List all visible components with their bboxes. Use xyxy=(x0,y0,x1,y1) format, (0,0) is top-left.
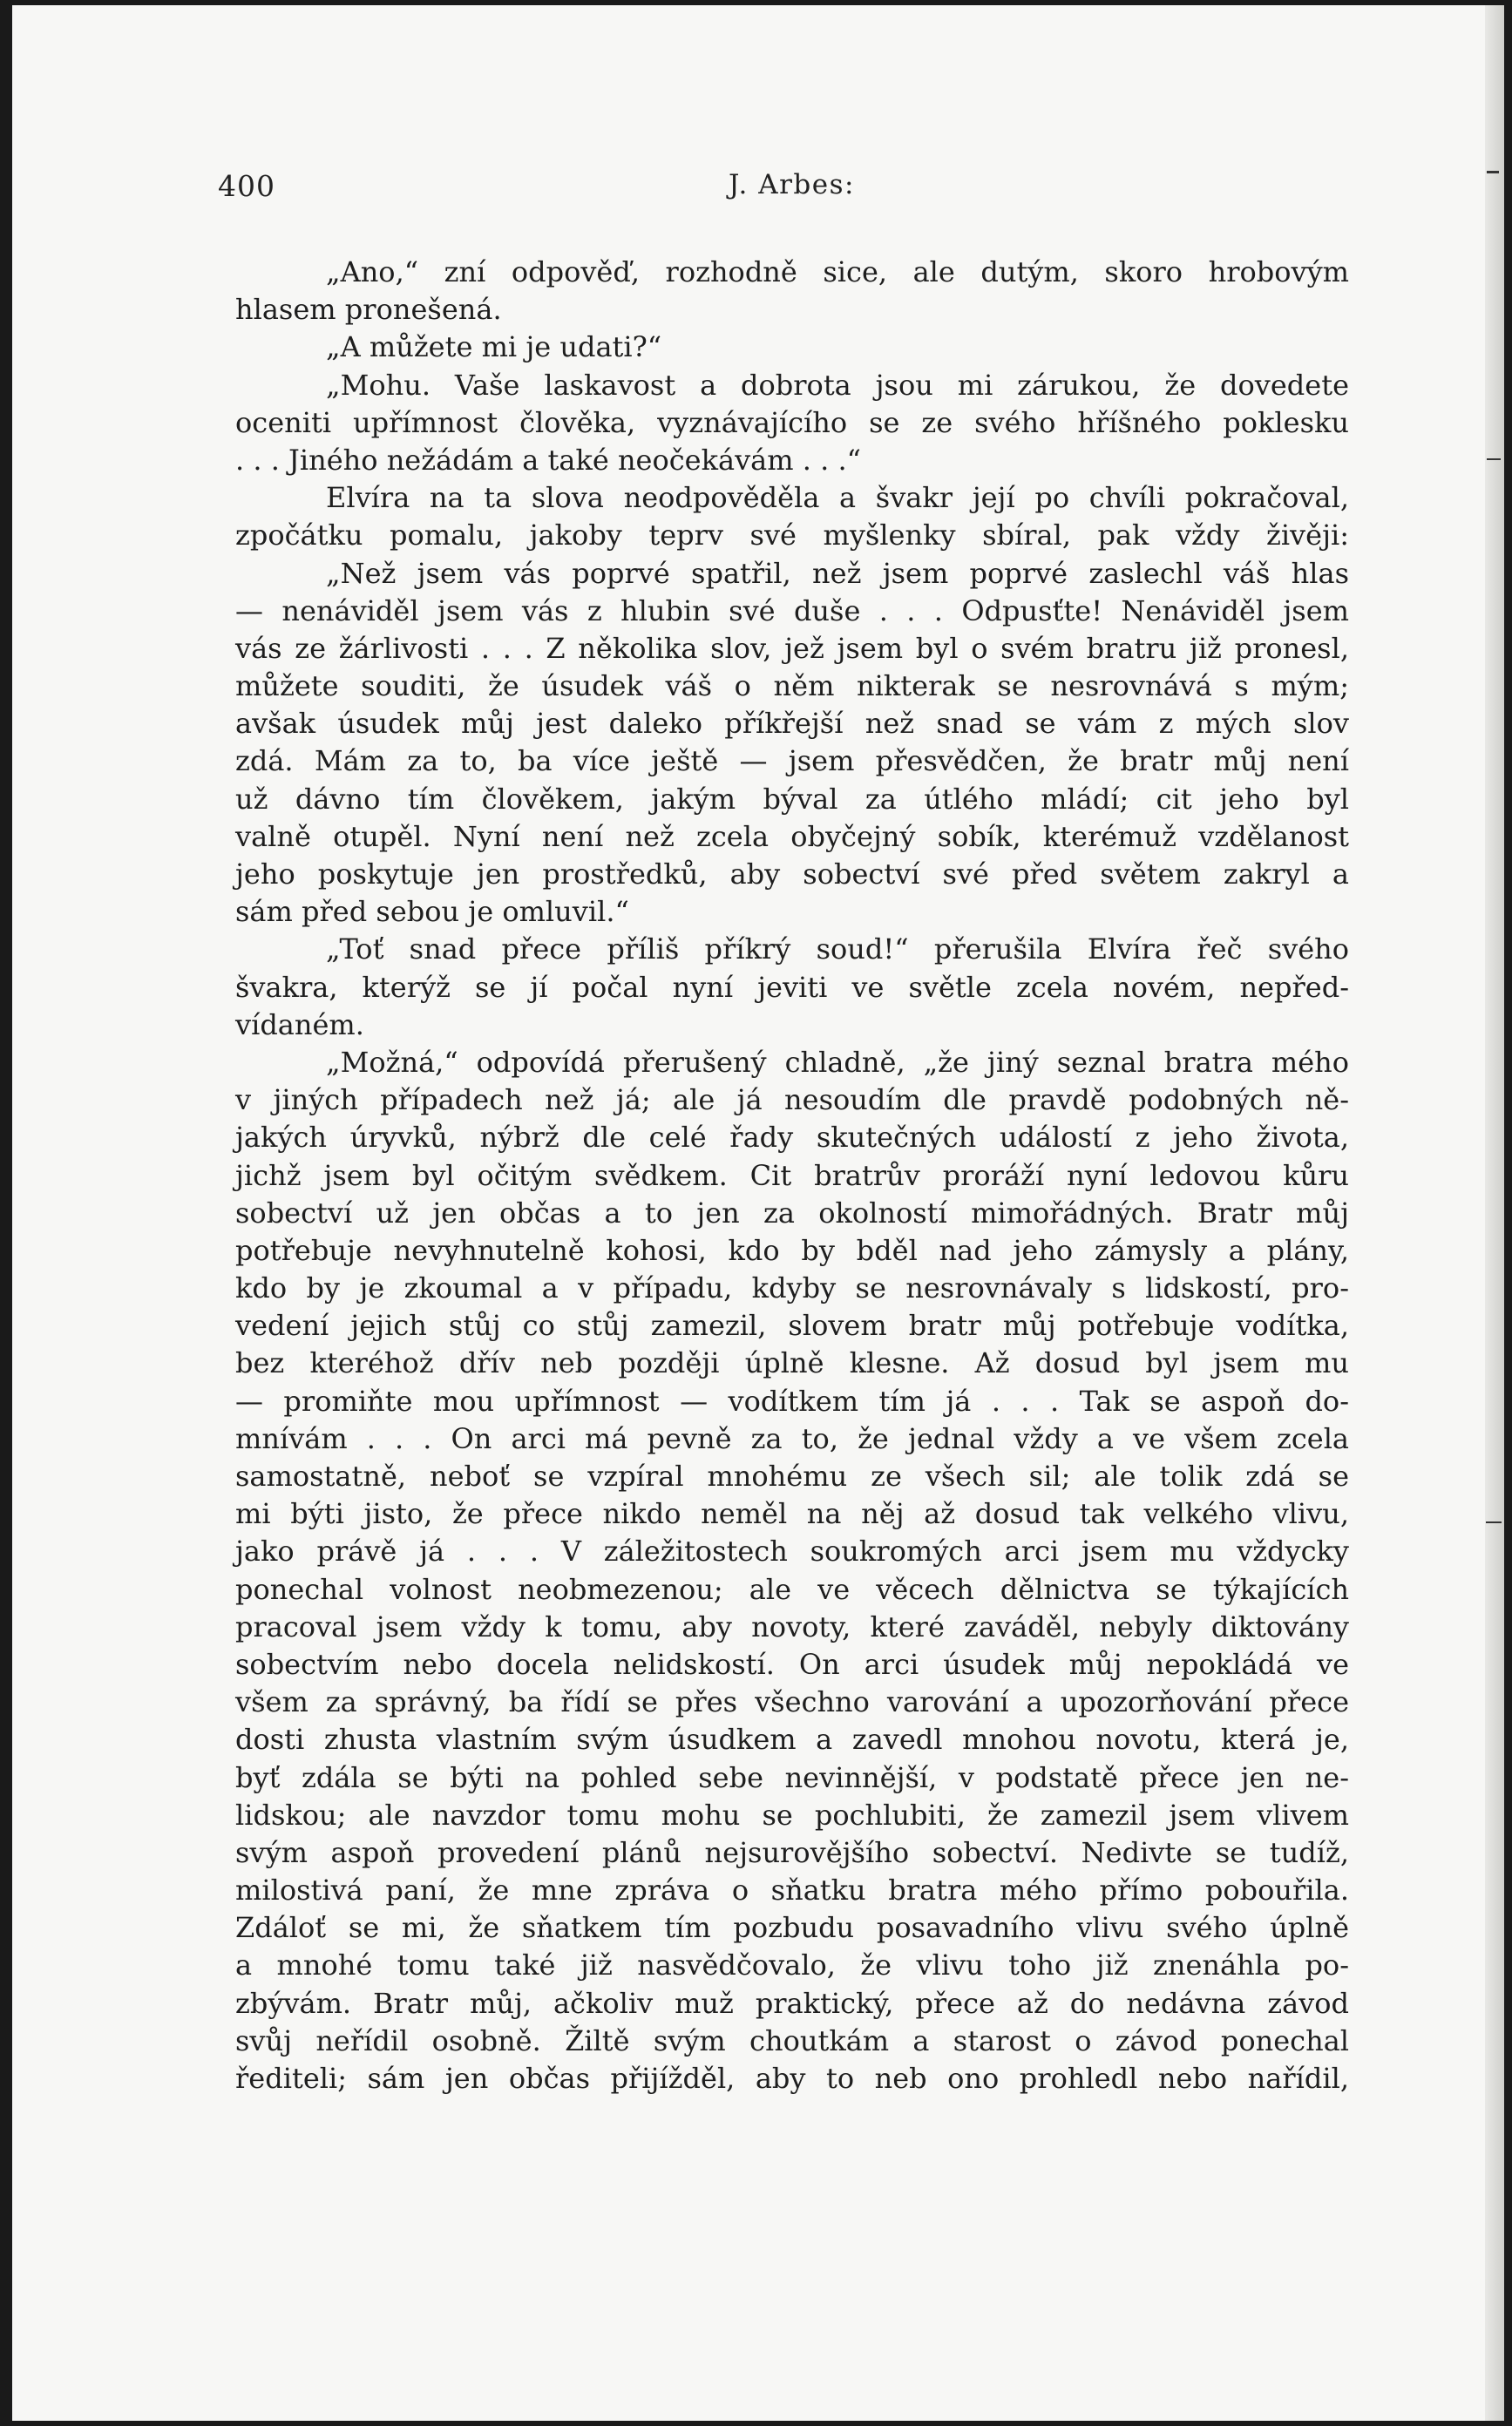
text-line: řediteli; sám jen občas přijížděl, aby to neb ono prohledl nebo nařídil, xyxy=(235,2062,1349,2095)
edge-mark xyxy=(1487,458,1501,460)
text-line: a mnohé tomu také již nasvědčovalo, že vlivu toho již znenáhla po- xyxy=(235,1948,1349,1982)
edge-mark xyxy=(1487,171,1499,173)
text-line: — promiňte mou upřímnost — vodítkem tím já . . . Tak se aspoň do- xyxy=(235,1384,1349,1418)
text-line: mnívám . . . On arci má pevně za to, že jednal vždy a ve všem zcela xyxy=(235,1421,1349,1455)
text-line: mi býti jisto, že přece nikdo neměl na něj až dosud tak velkého vlivu, xyxy=(235,1497,1349,1531)
text-line: sobectvím nebo docela nelidskostí. On arci úsudek můj nepokládá ve xyxy=(235,1647,1349,1681)
running-head xyxy=(218,169,1351,213)
text-line: — nenáviděl jsem vás z hlubin své duše . . . Odpusťte! Nenáviděl jsem xyxy=(235,593,1349,627)
text-line: hlasem pronešená. xyxy=(235,293,502,327)
text-line: Elvíra na ta slova neodpověděla a švakr její po chvíli pokračoval, xyxy=(326,481,1349,515)
running-title: J. Arbes: xyxy=(729,169,855,200)
text-line: „A můžete mi je udati?“ xyxy=(326,330,662,364)
book-page xyxy=(12,5,1504,2421)
text-line: už dávno tím člověkem, jakým býval za útlého mládí; cit jeho byl xyxy=(235,782,1349,816)
text-line: zbývám. Bratr můj, ačkoliv muž praktický, přece až do nedávna závod xyxy=(235,1986,1349,2020)
text-line: vás ze žárlivosti . . . Z několika slov, jež jsem byl o svém bratru již pronesl, xyxy=(235,631,1349,665)
page-number: 400 xyxy=(218,169,275,203)
text-line: jakých úryvků, nýbrž dle celé řady skutečných událostí z jeho života, xyxy=(235,1121,1349,1155)
text-line: sám před sebou je omluvil.“ xyxy=(235,895,629,929)
text-line: vedení jejich stůj co stůj zamezil, slovem bratr můj potřebuje vodítka, xyxy=(235,1309,1349,1343)
text-line: jako právě já . . . V záležitostech soukromých arci jsem mu vždycky xyxy=(235,1535,1349,1569)
page-edge xyxy=(1485,5,1504,2421)
text-line: „Než jsem vás poprvé spatřil, než jsem poprvé zaslechl váš hlas xyxy=(326,556,1349,590)
text-line: dosti zhusta vlastním svým úsudkem a zavedl mnohou novotu, která je, xyxy=(235,1723,1349,1757)
text-line: ponechal volnost neobmezenou; ale ve věcech dělnictva se týkajících xyxy=(235,1572,1349,1606)
text-line: jeho poskytuje jen prostředků, aby sobectví své před světem zakryl a xyxy=(235,857,1349,891)
body-text xyxy=(235,254,1349,2097)
text-line: jichž jsem byl očitým svědkem. Cit bratrův proráží nyní ledovou kůru xyxy=(235,1158,1349,1192)
text-line: valně otupěl. Nyní není než zcela obyčejný sobík, kterémuž vzdělanost xyxy=(235,819,1349,853)
text-line: můžete souditi, že úsudek váš o něm nikterak se nesrovnává s mým; xyxy=(235,669,1349,703)
text-line: svým aspoň provedení plánů nejsurovějšího sobectví. Nedivte se tudíž, xyxy=(235,1835,1349,1869)
text-line: všem za správný, ba řídí se přes všechno varování a upozorňování přece xyxy=(235,1685,1349,1719)
text-line: zdá. Mám za to, ba více ještě — jsem přesvědčen, že bratr můj není xyxy=(235,744,1349,778)
text-line: potřebuje nevyhnutelně kohosi, kdo by bděl nad jeho zámysly a plány, xyxy=(235,1233,1349,1267)
text-line: „Ano,“ zní odpověď, rozhodně sice, ale dutým, skoro hrobovým xyxy=(326,255,1349,288)
text-line: pracoval jsem vždy k tomu, aby novoty, které zaváděl, nebyly diktovány xyxy=(235,1609,1349,1643)
text-line: . . . Jiného nežádám a také neočekávám . . .“ xyxy=(235,443,861,477)
text-line: samostatně, neboť se vzpíral mnohému ze všech sil; ale tolik zdá se xyxy=(235,1460,1349,1493)
edge-mark xyxy=(1486,1521,1502,1523)
text-line: kdo by je zkoumal a v případu, kdyby se nesrovnávaly s lidskostí, pro- xyxy=(235,1271,1349,1305)
text-line: v jiných případech než já; ale já nesoudím dle pravdě podobných ně- xyxy=(235,1083,1349,1117)
text-line: zpočátku pomalu, jakoby teprv své myšlenky sbíral, pak vždy živěji: xyxy=(235,518,1349,552)
text-line: milostivá paní, že mne zpráva o sňatku bratra mého přímo pobouřila. xyxy=(235,1874,1349,1908)
text-line: „Mohu. Vaše laskavost a dobrota jsou mi zárukou, že dovedete xyxy=(326,368,1349,402)
text-line: avšak úsudek můj jest daleko příkřejší než snad se vám z mých slov xyxy=(235,707,1349,741)
text-line: bez kteréhož dřív neb později úplně klesne. Až dosud byl jsem mu xyxy=(235,1346,1349,1380)
text-line: „Možná,“ odpovídá přerušený chladně, „že jiný seznal bratra mého xyxy=(326,1045,1349,1079)
text-line: oceniti upřímnost člověka, vyznávajícího se ze svého hříšného poklesku xyxy=(235,405,1349,439)
text-line: vídaném. xyxy=(235,1007,364,1041)
text-line: Zdáloť se mi, že sňatkem tím pozbudu posavadního vlivu svého úplně xyxy=(235,1911,1349,1945)
text-line: lidskou; ale navzdor tomu mohu se pochlubiti, že zamezil jsem vlivem xyxy=(235,1798,1349,1832)
text-line: svůj neřídil osobně. Žiltě svým choutkám a starost o závod ponechal xyxy=(235,2023,1349,2057)
text-line: sobectví už jen občas a to jen za okolností mimořádných. Bratr můj xyxy=(235,1196,1349,1230)
text-line: byť zdála se býti na pohled sebe nevinnější, v podstatě přece jen ne- xyxy=(235,1760,1349,1794)
text-line: „Toť snad přece příliš příkrý soud!“ přerušila Elvíra řeč svého xyxy=(326,932,1349,966)
text-line: švakra, kterýž se jí počal nyní jeviti ve světle zcela novém, nepřed- xyxy=(235,970,1349,1004)
